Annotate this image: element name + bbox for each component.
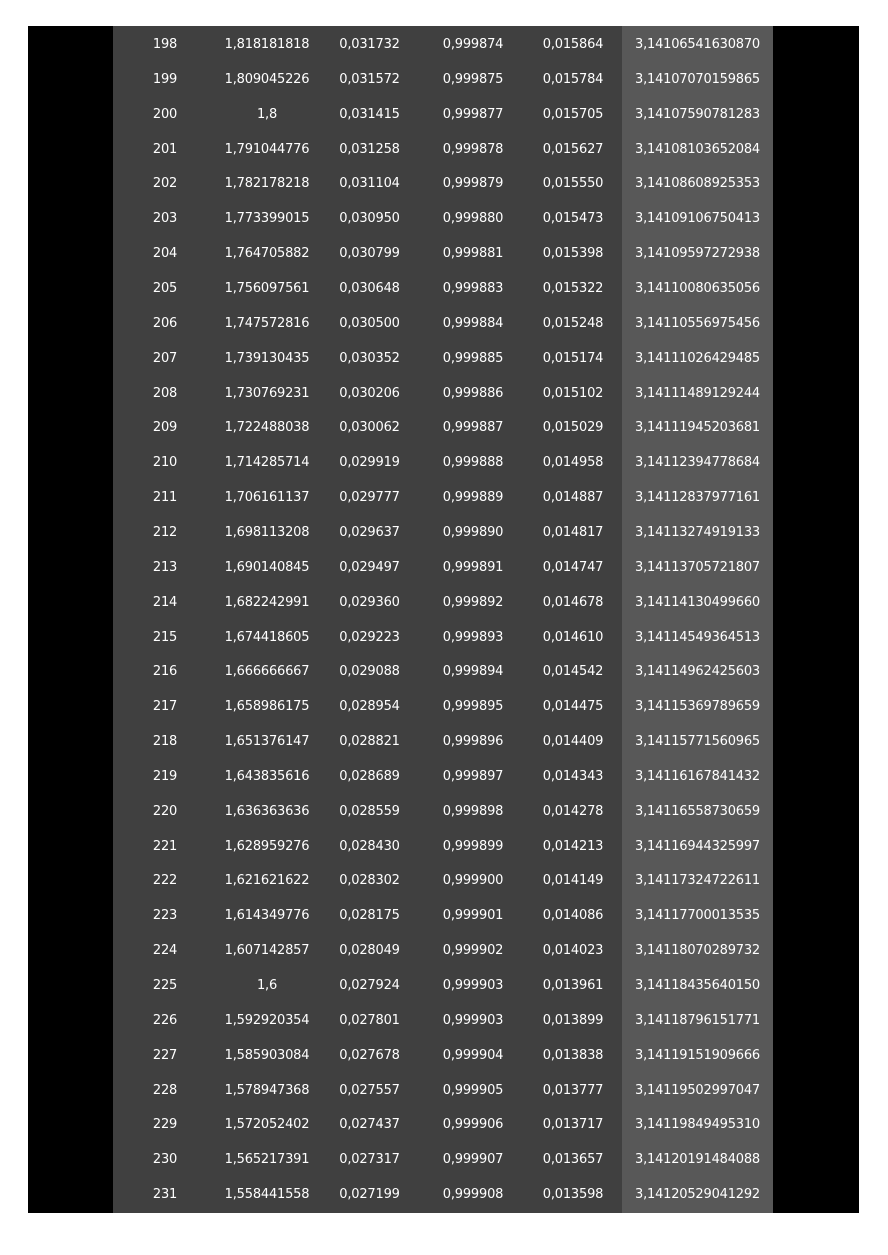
cell-value-c: 0,999903	[442, 1012, 504, 1028]
cell-pi-approximation: 3,14118435640150	[635, 978, 760, 994]
cell-pi-approximation: 3,14115369789659	[635, 699, 760, 715]
cell-value-d: 0,014086	[542, 908, 604, 924]
cell-value-a: 1,682242991	[224, 594, 310, 610]
cell-value-d: 0,015550	[542, 176, 604, 192]
cell-value-c: 0,999881	[442, 246, 504, 262]
cell-value-d: 0,014213	[542, 838, 604, 854]
cell-value-a: 1,730769231	[224, 385, 310, 401]
cell-value-c: 0,999897	[442, 768, 504, 784]
cell-row-index: 220	[152, 803, 178, 819]
cell-row-index: 222	[152, 873, 178, 889]
table-row	[113, 132, 773, 167]
cell-value-b: 0,028049	[339, 943, 400, 959]
cell-value-d: 0,014409	[542, 734, 604, 750]
table-row	[113, 306, 773, 341]
cell-pi-approximation: 3,14109106750413	[635, 211, 760, 227]
table-row	[113, 480, 773, 515]
cell-value-c: 0,999878	[442, 141, 504, 157]
cell-row-index: 211	[152, 490, 178, 506]
cell-value-a: 1,614349776	[224, 908, 310, 924]
cell-value-b: 0,027557	[339, 1082, 400, 1098]
cell-row-index: 224	[152, 943, 178, 959]
table-row	[113, 201, 773, 236]
cell-value-a: 1,773399015	[224, 211, 310, 227]
cell-value-c: 0,999875	[442, 71, 504, 87]
cell-value-d: 0,015627	[542, 141, 604, 157]
cell-value-c: 0,999874	[442, 37, 504, 53]
cell-value-d: 0,015784	[542, 71, 604, 87]
cell-value-d: 0,014747	[542, 559, 604, 575]
cell-value-d: 0,015248	[542, 315, 604, 331]
cell-value-a: 1,756097561	[224, 281, 310, 297]
cell-value-d: 0,013838	[542, 1047, 604, 1063]
cell-value-d: 0,015322	[542, 281, 604, 297]
cell-row-index: 226	[152, 1012, 178, 1028]
cell-value-b: 0,028821	[339, 734, 400, 750]
cell-value-c: 0,999907	[442, 1152, 504, 1168]
cell-value-a: 1,651376147	[224, 734, 310, 750]
table-row	[113, 898, 773, 933]
cell-row-index: 218	[152, 734, 178, 750]
cell-value-b: 0,028689	[339, 768, 400, 784]
table-row	[113, 236, 773, 271]
cell-value-c: 0,999904	[442, 1047, 504, 1063]
cell-value-c: 0,999895	[442, 699, 504, 715]
table-row	[113, 515, 773, 550]
cell-pi-approximation: 3,14120529041292	[635, 1187, 760, 1203]
table-row	[113, 1003, 773, 1038]
cell-value-b: 0,031104	[339, 176, 400, 192]
cell-value-a: 1,698113208	[224, 524, 310, 540]
cell-value-c: 0,999900	[442, 873, 504, 889]
cell-value-b: 0,029088	[339, 664, 400, 680]
cell-value-d: 0,014149	[542, 873, 604, 889]
cell-value-a: 1,747572816	[224, 315, 310, 331]
cell-pi-approximation: 3,14119849495310	[635, 1117, 760, 1133]
cell-value-a: 1,706161137	[224, 490, 310, 506]
cell-row-index: 216	[152, 664, 178, 680]
cell-pi-approximation: 3,14118796151771	[635, 1012, 760, 1028]
cell-value-a: 1,578947368	[224, 1082, 310, 1098]
cell-row-index: 213	[152, 559, 178, 575]
cell-value-c: 0,999885	[442, 350, 504, 366]
cell-value-b: 0,030352	[339, 350, 400, 366]
table-row	[113, 655, 773, 690]
cell-value-a: 1,818181818	[224, 37, 310, 53]
cell-pi-approximation: 3,14111489129244	[635, 385, 760, 401]
cell-row-index: 203	[152, 211, 178, 227]
cell-value-a: 1,8	[256, 106, 278, 122]
cell-value-d: 0,013899	[542, 1012, 604, 1028]
cell-value-b: 0,027199	[339, 1187, 400, 1203]
cell-value-c: 0,999877	[442, 106, 504, 122]
cell-pi-approximation: 3,14110080635056	[635, 281, 760, 297]
cell-value-b: 0,031258	[339, 141, 400, 157]
cell-row-index: 217	[152, 699, 178, 715]
cell-pi-approximation: 3,14110556975456	[635, 315, 760, 331]
cell-value-b: 0,029919	[339, 455, 400, 471]
cell-value-d: 0,013598	[542, 1187, 604, 1203]
cell-value-c: 0,999887	[442, 420, 504, 436]
cell-row-index: 207	[152, 350, 178, 366]
cell-row-index: 231	[152, 1187, 178, 1203]
cell-value-b: 0,027317	[339, 1152, 400, 1168]
cell-row-index: 219	[152, 768, 178, 784]
table-row	[113, 1038, 773, 1073]
cell-value-b: 0,027437	[339, 1117, 400, 1133]
cell-pi-approximation: 3,14114549364513	[635, 629, 760, 645]
table-row	[113, 1073, 773, 1108]
cell-value-a: 1,558441558	[224, 1187, 310, 1203]
cell-value-a: 1,791044776	[224, 141, 310, 157]
cell-value-b: 0,029223	[339, 629, 400, 645]
cell-value-d: 0,014610	[542, 629, 604, 645]
cell-value-d: 0,015864	[542, 37, 604, 53]
cell-row-index: 214	[152, 594, 178, 610]
cell-value-a: 1,714285714	[224, 455, 310, 471]
table-row	[113, 341, 773, 376]
cell-value-b: 0,029777	[339, 490, 400, 506]
table-row	[113, 794, 773, 829]
cell-value-c: 0,999886	[442, 385, 504, 401]
cell-pi-approximation: 3,14106541630870	[635, 37, 760, 53]
cell-value-c: 0,999906	[442, 1117, 504, 1133]
cell-value-b: 0,028559	[339, 803, 400, 819]
cell-row-index: 206	[152, 315, 178, 331]
cell-value-d: 0,015473	[542, 211, 604, 227]
cell-value-a: 1,607142857	[224, 943, 310, 959]
table-row	[113, 167, 773, 202]
cell-value-c: 0,999892	[442, 594, 504, 610]
table-row	[113, 724, 773, 759]
cell-pi-approximation: 3,14108608925353	[635, 176, 760, 192]
cell-row-index: 210	[152, 455, 178, 471]
cell-value-b: 0,030062	[339, 420, 400, 436]
cell-value-d: 0,013961	[542, 978, 604, 994]
cell-value-a: 1,592920354	[224, 1012, 310, 1028]
cell-value-c: 0,999888	[442, 455, 504, 471]
cell-value-b: 0,029360	[339, 594, 400, 610]
cell-value-b: 0,030648	[339, 281, 400, 297]
table-row	[113, 933, 773, 968]
cell-pi-approximation: 3,14119502997047	[635, 1082, 760, 1098]
cell-value-c: 0,999894	[442, 664, 504, 680]
cell-pi-approximation: 3,14116558730659	[635, 803, 760, 819]
cell-value-d: 0,013777	[542, 1082, 604, 1098]
cell-pi-approximation: 3,14111026429485	[635, 350, 760, 366]
cell-row-index: 212	[152, 524, 178, 540]
cell-value-b: 0,030206	[339, 385, 400, 401]
cell-value-b: 0,028430	[339, 838, 400, 854]
table-row	[113, 376, 773, 411]
cell-pi-approximation: 3,14120191484088	[635, 1152, 760, 1168]
cell-value-a: 1,674418605	[224, 629, 310, 645]
cell-value-b: 0,031415	[339, 106, 400, 122]
cell-value-b: 0,030799	[339, 246, 400, 262]
cell-value-b: 0,030950	[339, 211, 400, 227]
table-row	[113, 689, 773, 724]
cell-value-c: 0,999901	[442, 908, 504, 924]
cell-value-d: 0,015705	[542, 106, 604, 122]
table-row	[113, 271, 773, 306]
cell-value-b: 0,027801	[339, 1012, 400, 1028]
table-row	[113, 445, 773, 480]
cell-value-c: 0,999879	[442, 176, 504, 192]
cell-value-b: 0,031572	[339, 71, 400, 87]
cell-row-index: 225	[152, 978, 178, 994]
cell-pi-approximation: 3,14119151909666	[635, 1047, 760, 1063]
cell-value-d: 0,014023	[542, 943, 604, 959]
cell-value-b: 0,030500	[339, 315, 400, 331]
cell-value-d: 0,014542	[542, 664, 604, 680]
cell-pi-approximation: 3,14118070289732	[635, 943, 760, 959]
cell-value-b: 0,028175	[339, 908, 400, 924]
table-row	[113, 620, 773, 655]
cell-value-a: 1,658986175	[224, 699, 310, 715]
cell-value-b: 0,028302	[339, 873, 400, 889]
cell-value-c: 0,999898	[442, 803, 504, 819]
cell-value-d: 0,015398	[542, 246, 604, 262]
table-row	[113, 759, 773, 794]
cell-value-b: 0,027924	[339, 978, 400, 994]
table-row	[113, 1108, 773, 1143]
cell-pi-approximation: 3,14107070159865	[635, 71, 760, 87]
cell-row-index: 205	[152, 281, 178, 297]
table-row	[113, 968, 773, 1003]
cell-value-a: 1,690140845	[224, 559, 310, 575]
cell-pi-approximation: 3,14117324722611	[635, 873, 760, 889]
cell-value-a: 1,764705882	[224, 246, 310, 262]
cell-value-c: 0,999908	[442, 1187, 504, 1203]
cell-pi-approximation: 3,14117700013535	[635, 908, 760, 924]
table-row	[113, 62, 773, 97]
cell-value-d: 0,014958	[542, 455, 604, 471]
cell-value-a: 1,636363636	[224, 803, 310, 819]
data-table	[113, 26, 773, 1213]
cell-row-index: 201	[152, 141, 178, 157]
cell-value-b: 0,028954	[339, 699, 400, 715]
cell-value-c: 0,999883	[442, 281, 504, 297]
cell-value-a: 1,739130435	[224, 350, 310, 366]
cell-value-d: 0,014817	[542, 524, 604, 540]
cell-pi-approximation: 3,14107590781283	[635, 106, 760, 122]
cell-row-index: 209	[152, 420, 178, 436]
cell-value-d: 0,015029	[542, 420, 604, 436]
cell-value-d: 0,015102	[542, 385, 604, 401]
cell-pi-approximation: 3,14114130499660	[635, 594, 760, 610]
cell-value-a: 1,572052402	[224, 1117, 310, 1133]
cell-row-index: 208	[152, 385, 178, 401]
table-row	[113, 1177, 773, 1212]
cell-pi-approximation: 3,14111945203681	[635, 420, 760, 436]
cell-value-a: 1,722488038	[224, 420, 310, 436]
table-row	[113, 550, 773, 585]
cell-pi-approximation: 3,14113274919133	[635, 524, 760, 540]
cell-value-b: 0,029637	[339, 524, 400, 540]
cell-value-c: 0,999903	[442, 978, 504, 994]
cell-row-index: 204	[152, 246, 178, 262]
cell-pi-approximation: 3,14115771560965	[635, 734, 760, 750]
cell-value-c: 0,999884	[442, 315, 504, 331]
cell-value-d: 0,014887	[542, 490, 604, 506]
cell-value-d: 0,014475	[542, 699, 604, 715]
cell-row-index: 230	[152, 1152, 178, 1168]
cell-value-a: 1,782178218	[224, 176, 310, 192]
cell-row-index: 228	[152, 1082, 178, 1098]
cell-value-d: 0,015174	[542, 350, 604, 366]
cell-value-a: 1,628959276	[224, 838, 310, 854]
cell-value-a: 1,621621622	[224, 873, 310, 889]
cell-value-c: 0,999891	[442, 559, 504, 575]
table-row	[113, 97, 773, 132]
cell-row-index: 223	[152, 908, 178, 924]
cell-value-c: 0,999889	[442, 490, 504, 506]
cell-pi-approximation: 3,14109597272938	[635, 246, 760, 262]
cell-value-b: 0,027678	[339, 1047, 400, 1063]
cell-value-a: 1,643835616	[224, 768, 310, 784]
cell-pi-approximation: 3,14108103652084	[635, 141, 760, 157]
cell-value-c: 0,999902	[442, 943, 504, 959]
cell-pi-approximation: 3,14116167841432	[635, 768, 760, 784]
cell-value-b: 0,031732	[339, 37, 400, 53]
cell-row-index: 229	[152, 1117, 178, 1133]
cell-value-a: 1,666666667	[224, 664, 310, 680]
cell-value-c: 0,999890	[442, 524, 504, 540]
table-row	[113, 1142, 773, 1177]
cell-value-a: 1,6	[256, 978, 278, 994]
cell-row-index: 200	[152, 106, 178, 122]
cell-value-d: 0,014678	[542, 594, 604, 610]
cell-value-a: 1,565217391	[224, 1152, 310, 1168]
cell-pi-approximation: 3,14112837977161	[635, 490, 760, 506]
cell-row-index: 215	[152, 629, 178, 645]
cell-value-a: 1,585903084	[224, 1047, 310, 1063]
cell-row-index: 198	[152, 37, 178, 53]
table-row	[113, 411, 773, 446]
cell-row-index: 199	[152, 71, 178, 87]
table-row	[113, 27, 773, 62]
cell-row-index: 227	[152, 1047, 178, 1063]
cell-value-b: 0,029497	[339, 559, 400, 575]
cell-pi-approximation: 3,14113705721807	[635, 559, 760, 575]
table-row	[113, 829, 773, 864]
cell-value-d: 0,014343	[542, 768, 604, 784]
cell-value-c: 0,999896	[442, 734, 504, 750]
cell-pi-approximation: 3,14116944325997	[635, 838, 760, 854]
cell-pi-approximation: 3,14114962425603	[635, 664, 760, 680]
cell-value-d: 0,014278	[542, 803, 604, 819]
cell-value-c: 0,999899	[442, 838, 504, 854]
document-page	[28, 26, 859, 1213]
cell-value-c: 0,999880	[442, 211, 504, 227]
cell-pi-approximation: 3,14112394778684	[635, 455, 760, 471]
cell-value-d: 0,013717	[542, 1117, 604, 1133]
table-row	[113, 585, 773, 620]
cell-row-index: 221	[152, 838, 178, 854]
table-row	[113, 864, 773, 899]
cell-row-index: 202	[152, 176, 178, 192]
cell-value-d: 0,013657	[542, 1152, 604, 1168]
cell-value-c: 0,999893	[442, 629, 504, 645]
cell-value-c: 0,999905	[442, 1082, 504, 1098]
cell-value-a: 1,809045226	[224, 71, 310, 87]
